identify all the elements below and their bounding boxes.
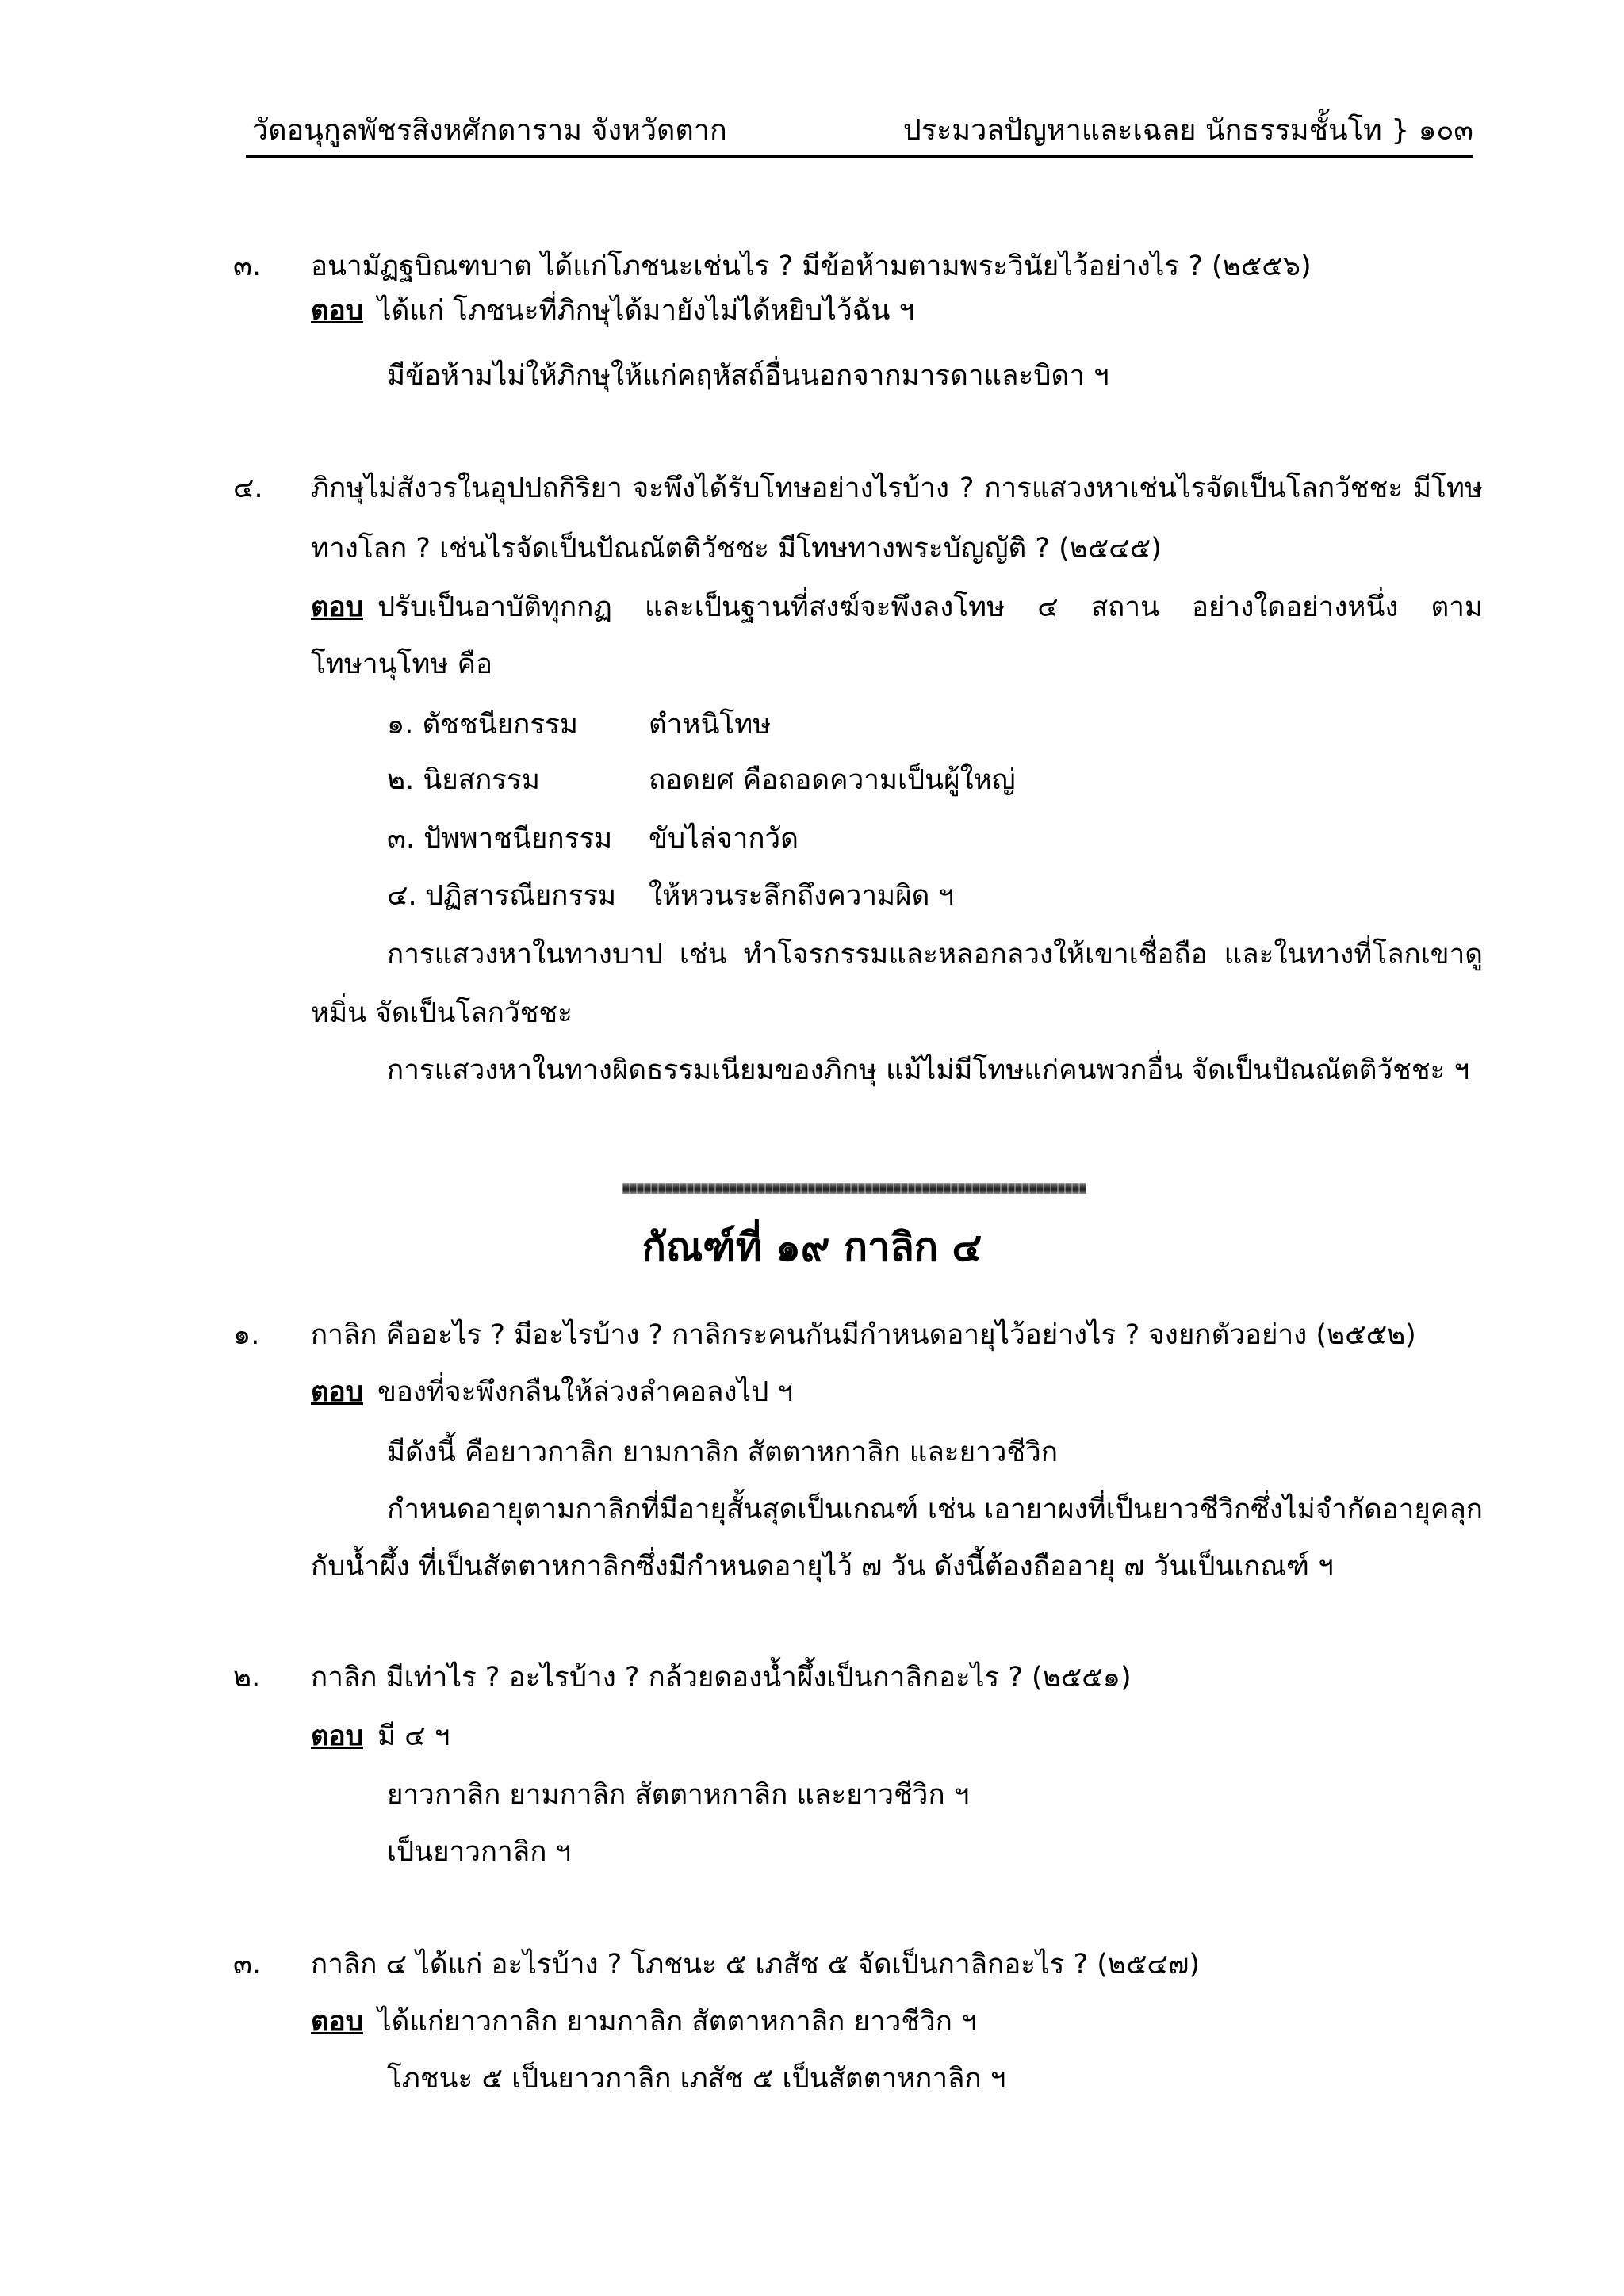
header-book-title: ประมวลปัญหาและเฉลย นักธรรมชั้นโท } ๑๐๓ [902,114,1473,147]
answer-text: ยาวกาลิก ยามกาลิก สัตตาหกาลิก และยาวชีวิก ฯ [387,1779,970,1811]
answer-label: ตอบ [311,295,363,327]
list-item [387,706,771,744]
list-item-meaning: ขับไล่จากวัด [649,823,799,855]
answer-text: ปรับเป็นอาบัติทุกกฏ และเป็นฐานที่สงฆ์จะพึงลงโทษ ๔ สถาน อย่างใดอย่างหนึ่ง ตาม [377,591,1483,623]
question-number: ๓. [233,251,262,282]
question-text: อนามัฏฐบิณฑบาต ได้แก่โภชนะเช่นไร ? มีข้อห้ามตามพระวินัยไว้อย่างไร ? (๒๕๕๖) [311,251,1312,282]
list-item [387,820,799,858]
answer-label: ตอบ [311,1720,363,1752]
answer-text: โทษานุโทษ คือ [311,649,493,680]
answer-label: ตอบ [311,591,363,623]
question-text: กาลิก มีเท่าไร ? อะไรบ้าง ? กล้วยดองน้ำผึ้งเป็นกาลิกอะไร ? (๒๕๕๑) [311,1662,1132,1693]
question-text: ทางโลก ? เช่นไรจัดเป็นปัณณัตติวัชชะ มีโทษทางพระบัญญัติ ? (๒๕๔๕) [311,533,1162,564]
answer-text: การแสวงหาในทางผิดธรรมเนียมของภิกษุ แม้ไม่มีโทษแก่คนพวกอื่น จัดเป็นปัณณัตติวัชชะ ฯ [387,1054,1470,1086]
list-item [387,761,1016,799]
answer-text: โภชนะ ๕ เป็นยาวกาลิก เภสัช ๕ เป็นสัตตาหกาลิก ฯ [387,2063,1006,2095]
list-item-term: ๒. นิยสกรรม [387,764,540,796]
list-item-meaning: ถอดยศ คือถอดความเป็นผู้ใหญ่ [649,764,1016,796]
answer-text: มี ๔ ฯ [377,1720,450,1752]
question-number: ๑. [233,1319,260,1351]
question-text: ภิกษุไม่สังวรในอุปปถกิริยา จะพึงได้รับโทษอย่างไรบ้าง ? การแสวงหาเช่นไรจัดเป็นโลกวัชชะ มีโทษ [311,473,1483,504]
answer-label: ตอบ [311,1376,363,1408]
question-number: ๒. [233,1662,261,1693]
answer-text: กับน้ำผึ้ง ที่เป็นสัตตาหกาลิกซึ่งมีกำหนดอายุไว้ ๗ วัน ดังนี้ต้องถืออายุ ๗ วันเป็นเกณฑ์ ฯ [311,1551,1334,1582]
list-item-term: ๓. ปัพพาชนียกรรม [387,823,613,855]
answer-text: มีข้อห้ามไม่ให้ภิกษุให้แก่คฤหัสถ์อื่นนอกจากมารดาและบิดา ฯ [387,360,1109,392]
question-number: ๔. [233,473,263,504]
answer-line [311,1373,793,1411]
list-item-term: ๑. ตัชชนียกรรม [387,709,579,740]
answer-text: หมิ่น จัดเป็นโลกวัชชะ [311,997,573,1029]
list-item [387,877,954,915]
header-temple-name: วัดอนุกูลพัชรสิงหศักดาราม จังหวัดตาก [252,114,727,147]
answer-text: เป็นยาวกาลิก ฯ [387,1836,572,1868]
question-text: กาลิก ๔ ได้แก่ อะไรบ้าง ? โภชนะ ๕ เภสัช ๕ จัดเป็นกาลิกอะไร ? (๒๕๔๗) [311,1949,1200,1980]
answer-text: มีดังนี้ คือยาวกาลิก ยามกาลิก สัตตาหกาลิก และยาวชีวิก [387,1437,1059,1468]
answer-text: กำหนดอายุตามกาลิกที่มีอายุสั้นสุดเป็นเกณฑ์ เช่น เอายาผงที่เป็นยาวชีวิกซึ่งไม่จำกัดอายุคลุก [387,1494,1483,1525]
answer-line [311,292,914,330]
answer-line [311,2003,977,2041]
question-number: ๓. [233,1949,262,1980]
answer-label: ตอบ [311,2006,363,2038]
list-item-term: ๔. ปฏิสารณียกรรม [387,880,617,912]
question-text: กาลิก คืออะไร ? มีอะไรบ้าง ? กาลิกระคนกันมีกำหนดอายุไว้อย่างไร ? จงยกตัวอย่าง (๒๕๕๒) [311,1319,1416,1351]
answer-text: การแสวงหาในทางบาป เช่น ทำโจรกรรมและหลอกลวงให้เขาเชื่อถือ และในทางที่โลกเขาดู [387,939,1483,970]
answer-line [311,588,1483,626]
section-title: กัณฑ์ที่ ๑๙ กาลิก ๔ [642,1224,982,1270]
section-divider-texture [622,1183,1086,1194]
answer-text: ได้แก่ โภชนะที่ภิกษุได้มายังไม่ได้หยิบไว้ฉัน ฯ [377,295,915,327]
header-rule [246,155,1473,158]
list-item-meaning: ให้หวนระลึกถึงความผิด ฯ [649,880,955,912]
list-item-meaning: ตำหนิโทษ [649,709,772,740]
answer-text: ได้แก่ยาวกาลิก ยามกาลิก สัตตาหกาลิก ยาวชีวิก ฯ [377,2006,977,2038]
answer-line [311,1717,450,1755]
answer-text: ของที่จะพึงกลืนให้ล่วงลำคอลงไป ฯ [377,1376,794,1408]
